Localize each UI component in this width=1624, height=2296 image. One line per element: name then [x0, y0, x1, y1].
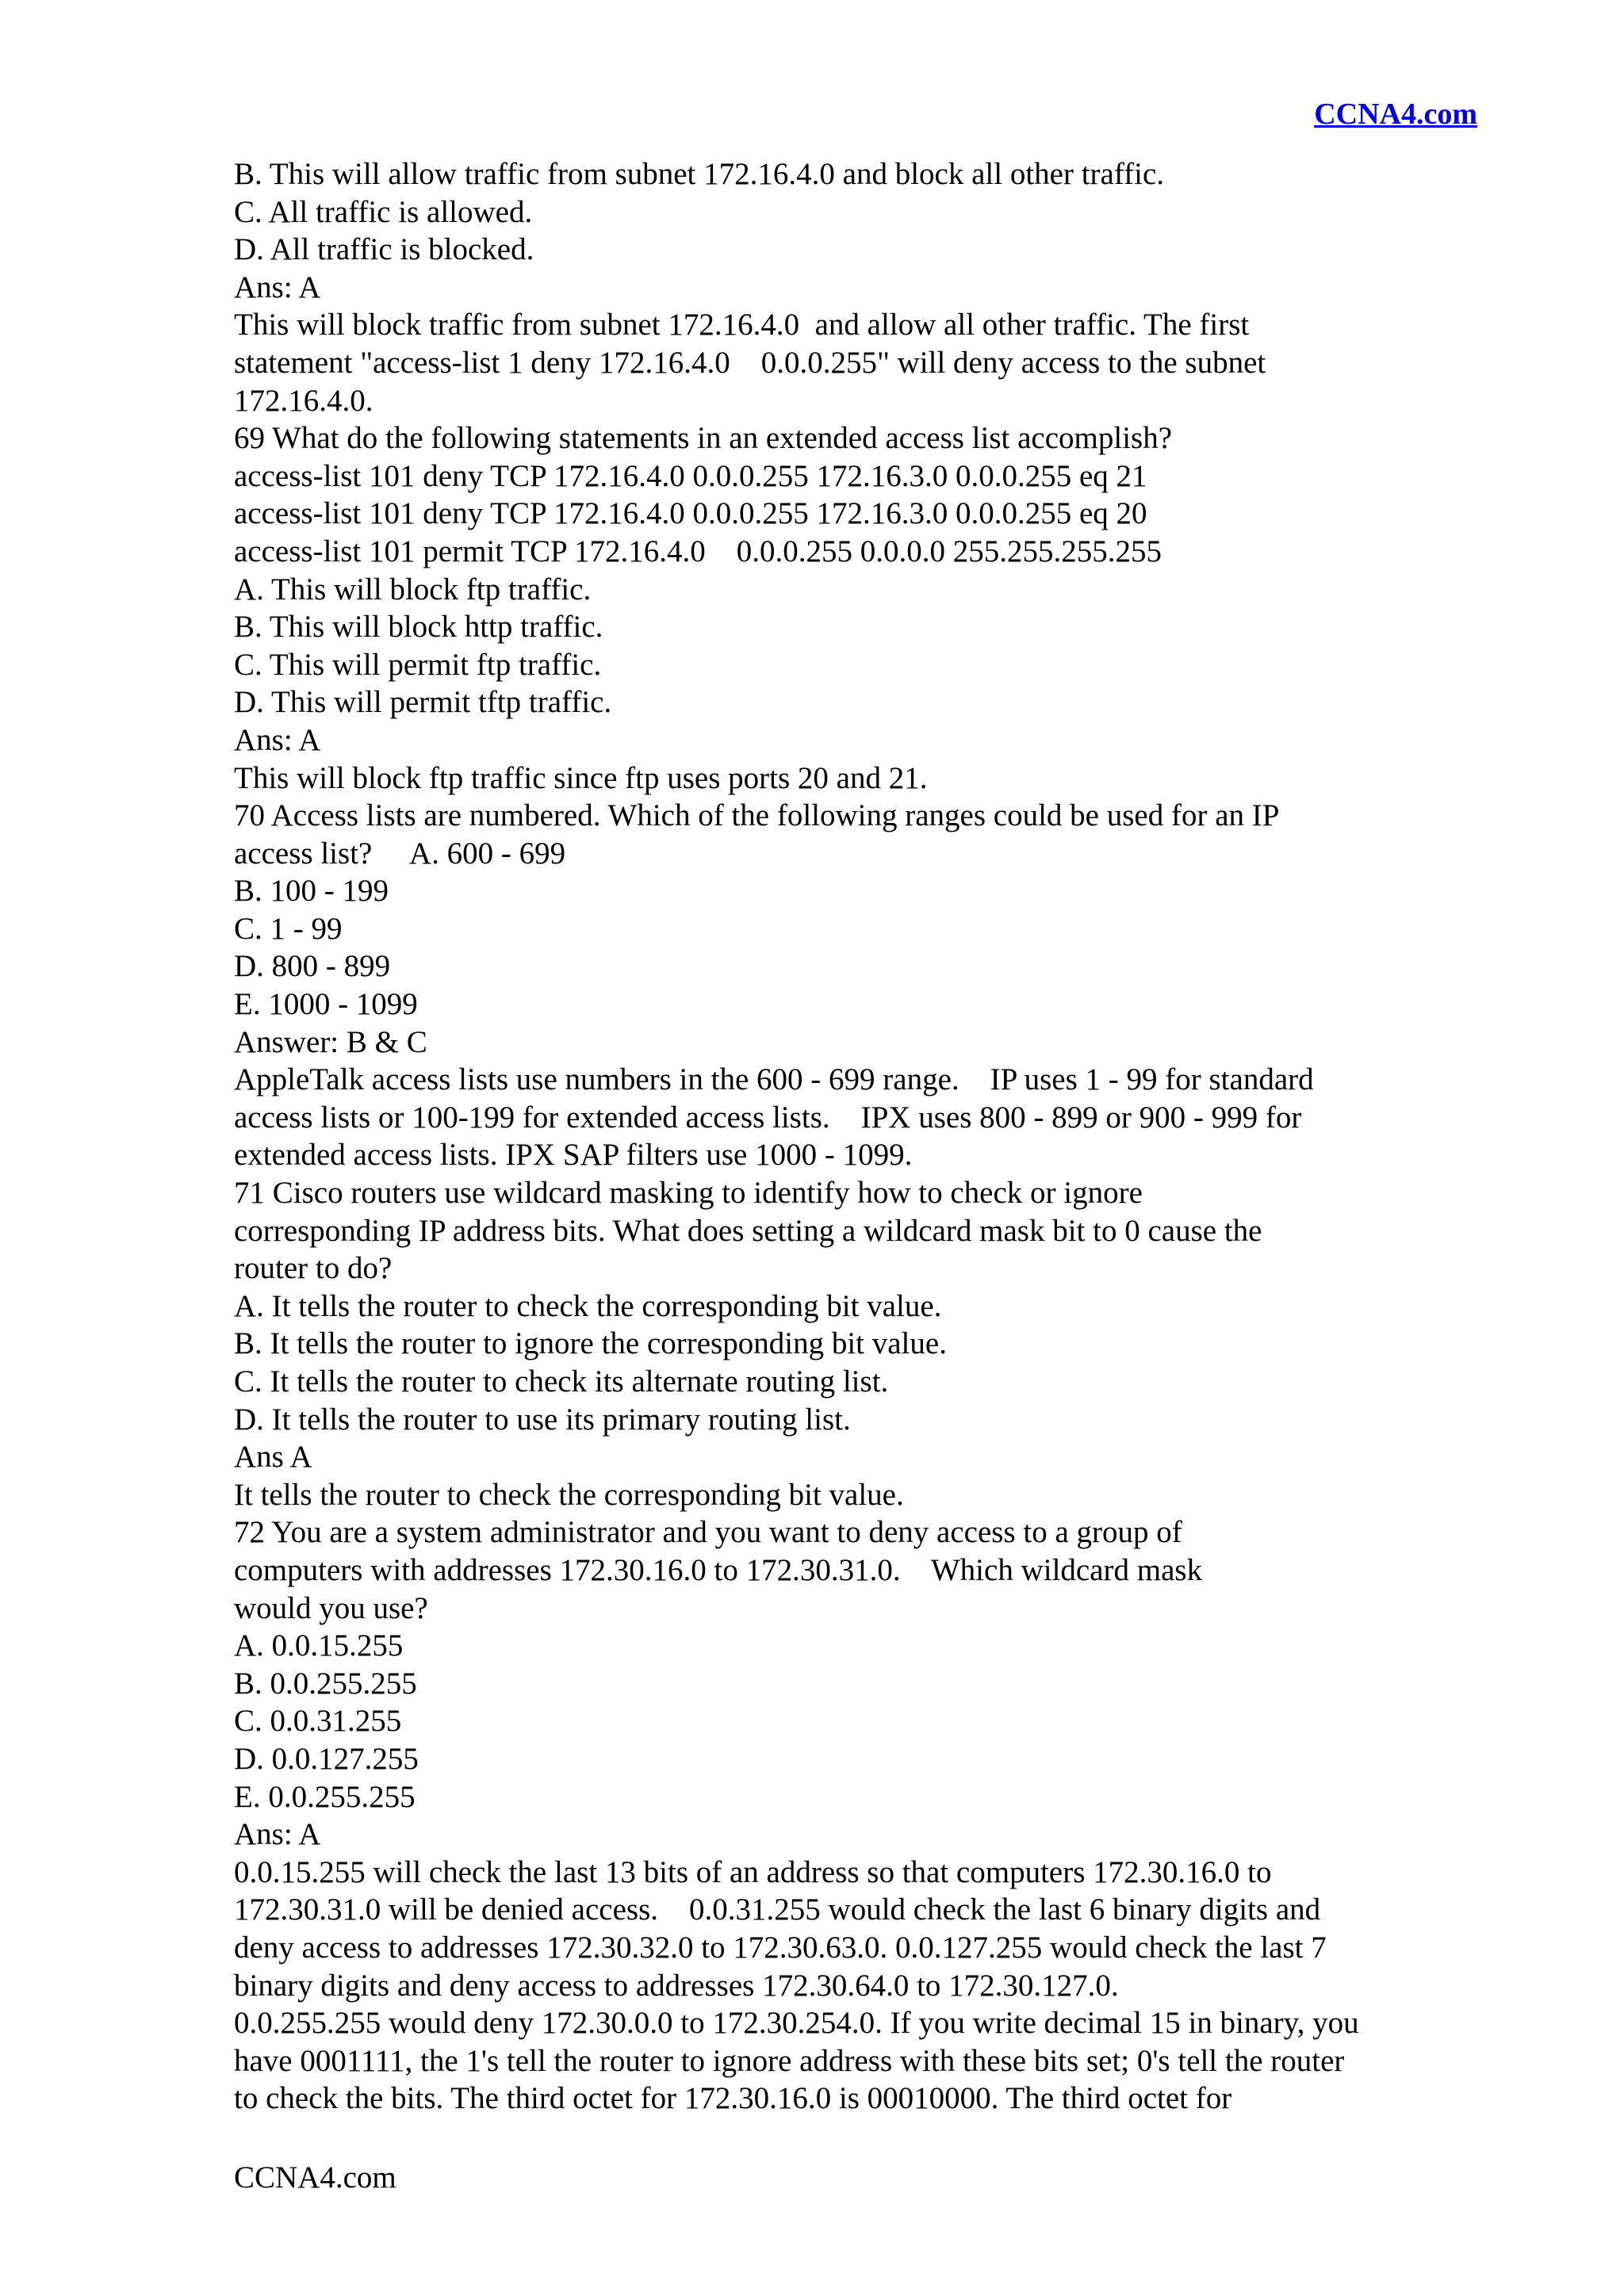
document-body: [234, 155, 1534, 2118]
text-line: access-list 101 deny TCP 172.16.4.0 0.0.0.255 172.16.3.0 0.0.0.255 eq 21: [234, 458, 1147, 493]
text-line: Ans: A: [234, 1817, 321, 1852]
text-line: 0.0.255.255 would deny 172.30.0.0 to 172.30.254.0. If you write decimal 15 in binary, you: [234, 2006, 1359, 2041]
text-line: computers with addresses 172.30.16.0 to 172.30.31.0. Which wildcard mask: [234, 1552, 1203, 1587]
text-line: router to do?: [234, 1251, 393, 1286]
text-line: E. 1000 - 1099: [234, 987, 418, 1022]
text-line: A. 0.0.15.255: [234, 1628, 404, 1663]
text-line: access-list 101 deny TCP 172.16.4.0 0.0.0.255 172.16.3.0 0.0.0.255 eq 20: [234, 496, 1147, 531]
text-line: D. This will permit tftp traffic.: [234, 685, 612, 720]
text-line: C. 0.0.31.255: [234, 1704, 402, 1739]
text-line: 71 Cisco routers use wildcard masking to identify how to check or ignore: [234, 1176, 1143, 1211]
text-line: B. 0.0.255.255: [234, 1666, 417, 1701]
text-line: binary digits and deny access to addresses 172.30.64.0 to 172.30.127.0.: [234, 1968, 1119, 2003]
text-line: 172.16.4.0.: [234, 383, 373, 418]
text-line: D. It tells the router to use its primary routing list.: [234, 1402, 851, 1437]
text-line: AppleTalk access lists use numbers in the 600 - 699 range. IP uses 1 - 99 for standard: [234, 1062, 1314, 1097]
text-line: Ans: A: [234, 722, 321, 757]
text-line: A. This will block ftp traffic.: [234, 572, 592, 607]
text-line: access-list 101 permit TCP 172.16.4.0 0.0.0.255 0.0.0.0 255.255.255.255: [234, 534, 1162, 568]
text-line: C. This will permit ftp traffic.: [234, 647, 602, 682]
site-link[interactable]: CCNA4.com: [1314, 98, 1477, 131]
text-line: B. This will allow traffic from subnet 172.16.4.0 and block all other traffic.: [234, 157, 1165, 191]
text-line: A. It tells the router to check the corresponding bit value.: [234, 1288, 942, 1323]
text-line: have 0001111, the 1's tell the router to ignore address with these bits set; 0's tell the router: [234, 2043, 1345, 2078]
text-line: 172.30.31.0 will be denied access. 0.0.31.255 would check the last 6 binary digits and: [234, 1892, 1321, 1927]
text-line: D. 0.0.127.255: [234, 1741, 419, 1776]
footer-text: CCNA4.com: [234, 2160, 396, 2195]
text-line: 70 Access lists are numbered. Which of the following ranges could be used for an IP: [234, 798, 1280, 833]
text-line: 69 What do the following statements in an extended access list accomplish?: [234, 421, 1173, 456]
text-line: 72 You are a system administrator and you want to deny access to a group of: [234, 1515, 1182, 1550]
text-line: Ans A: [234, 1440, 312, 1475]
text-line: B. This will block http traffic.: [234, 610, 603, 645]
text-line: access lists or 100-199 for extended access lists. IPX uses 800 - 899 or 900 - 999 for: [234, 1100, 1302, 1135]
text-line: Ans: A: [234, 270, 321, 304]
text-line: D. All traffic is blocked.: [234, 232, 534, 267]
text-line: would you use?: [234, 1590, 428, 1625]
text-line: C. All traffic is allowed.: [234, 194, 533, 229]
text-line: to check the bits. The third octet for 172.30.16.0 is 00010000. The third octet for: [234, 2081, 1232, 2116]
text-line: This will block ftp traffic since ftp uses ports 20 and 21.: [234, 760, 928, 795]
text-line: access list? A. 600 - 699: [234, 836, 566, 871]
text-line: extended access lists. IPX SAP filters use 1000 - 1099.: [234, 1138, 913, 1173]
text-line: This will block traffic from subnet 172.16.4.0 and allow all other traffic. The first: [234, 308, 1250, 342]
text-line: D. 800 - 899: [234, 949, 391, 984]
text-line: C. 1 - 99: [234, 911, 343, 946]
text-line: B. It tells the router to ignore the corresponding bit value.: [234, 1326, 947, 1361]
text-line: statement "access-list 1 deny 172.16.4.0 0.0.0.255" will deny access to the subnet: [234, 345, 1266, 380]
text-line: C. It tells the router to check its alternate routing list.: [234, 1364, 889, 1399]
text-line: E. 0.0.255.255: [234, 1779, 416, 1814]
text-line: corresponding IP address bits. What does setting a wildcard mask bit to 0 cause the: [234, 1213, 1262, 1248]
text-line: Answer: B & C: [234, 1024, 427, 1059]
text-line: 0.0.15.255 will check the last 13 bits of an address so that computers 172.30.16.0 to: [234, 1854, 1272, 1889]
text-line: It tells the router to check the corresponding bit value.: [234, 1477, 904, 1512]
text-line: B. 100 - 199: [234, 874, 389, 909]
text-line: deny access to addresses 172.30.32.0 to 172.30.63.0. 0.0.127.255 would check the last 7: [234, 1930, 1327, 1965]
